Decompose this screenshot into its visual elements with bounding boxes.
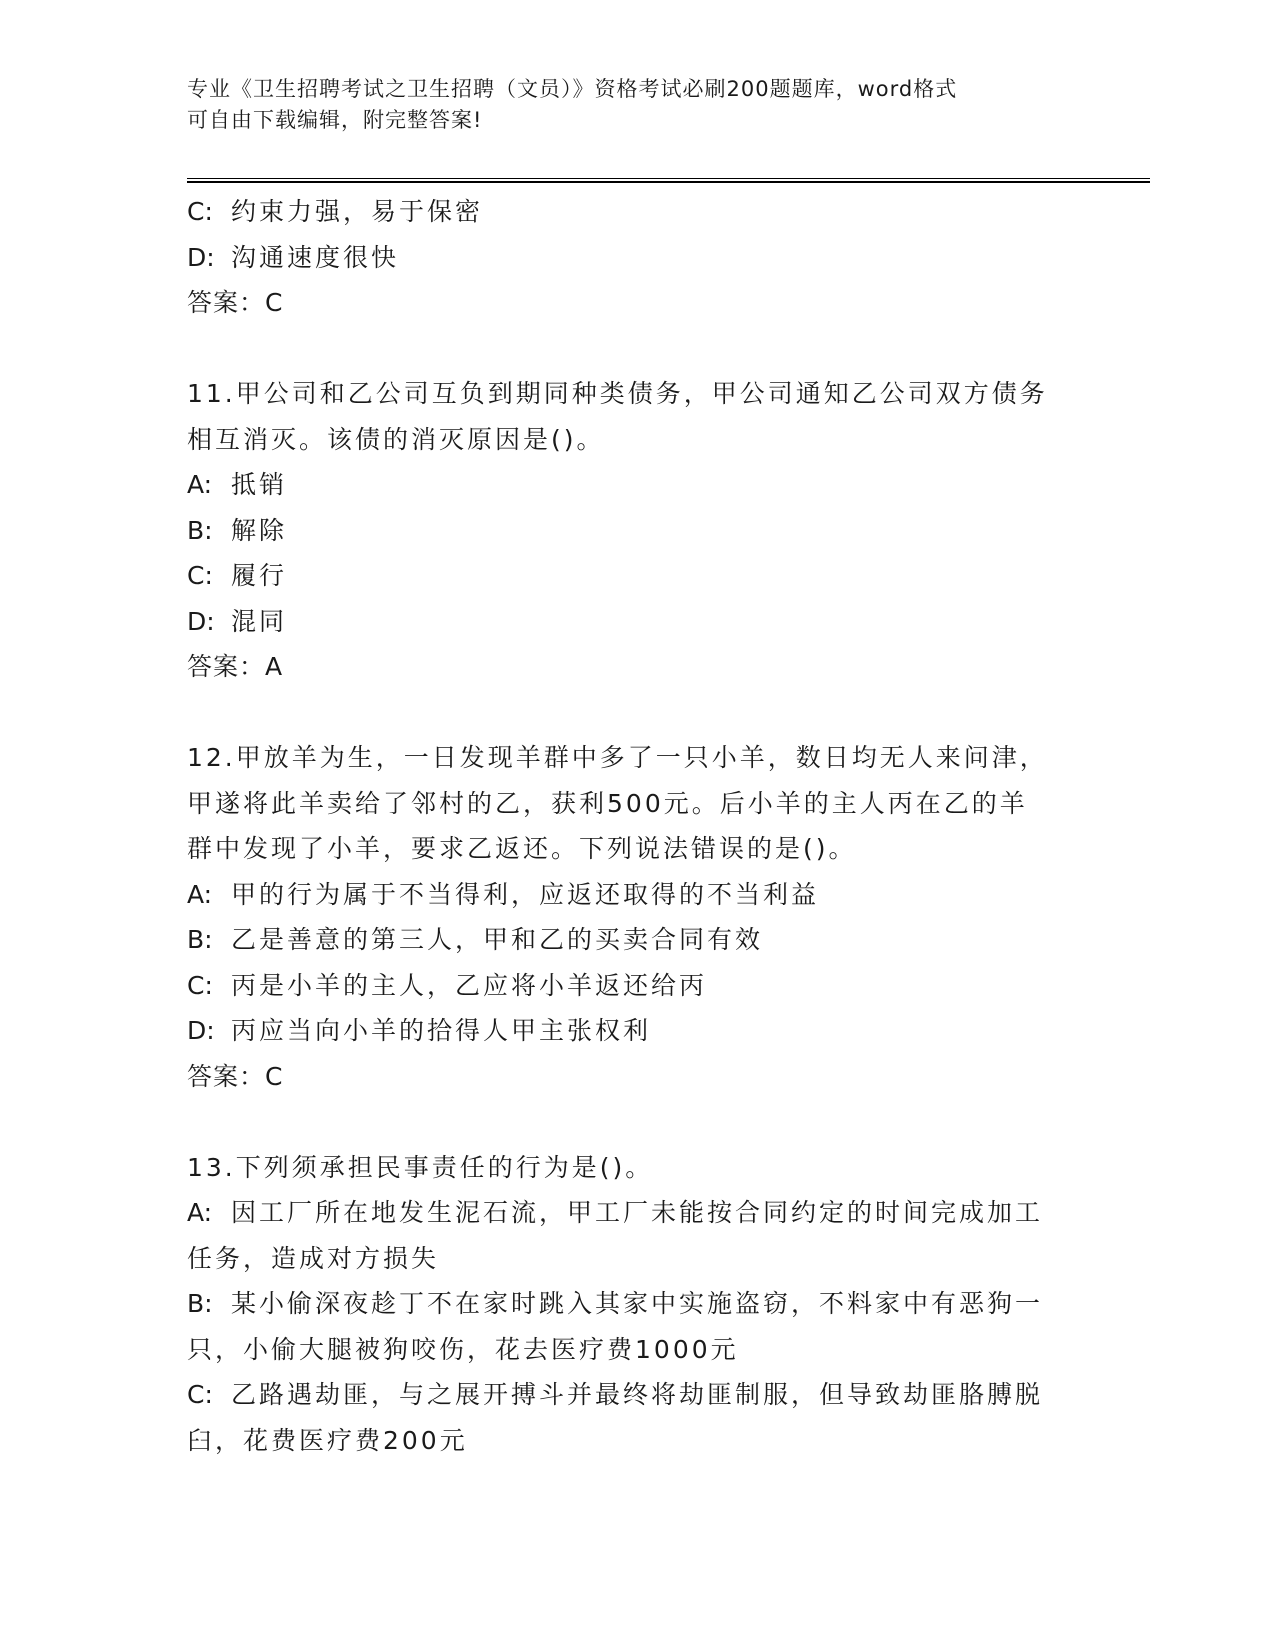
question-stem: 12.甲放羊为生，一日发现羊群中多了一只小羊，数日均无人来问津， [187, 743, 1048, 772]
header-divider [187, 178, 1150, 183]
question-stem-cont: 群中发现了小羊，要求乙返还。下列说法错误的是()。 [187, 834, 857, 863]
option-a [187, 1190, 1087, 1236]
answer-label: 答案： [187, 288, 266, 317]
option-c [187, 963, 1087, 1009]
option-letter: D: [187, 606, 215, 636]
option-letter: C: [187, 561, 213, 590]
option-letter: C: [187, 1380, 213, 1409]
option-text: 乙是善意的第三人，甲和乙的买卖合同有效 [231, 925, 764, 954]
option-text: 约束力强，易于保密 [231, 197, 484, 226]
option-letter: C: [187, 197, 213, 226]
option-letter: B: [187, 925, 213, 954]
option-text: 甲的行为属于不当得利，应返还取得的不当利益 [231, 879, 820, 909]
option-b [187, 508, 1087, 554]
option-text: 沟通速度很快 [231, 242, 400, 272]
answer-value: C [265, 1061, 284, 1091]
option-b [187, 1281, 1087, 1327]
option-text: 丙应当向小羊的拾得人甲主张权利 [231, 1016, 652, 1045]
answer-value: C [265, 288, 284, 317]
option-c-cont: 臼，花费医疗费200元 [187, 1425, 468, 1455]
option-letter: A: [187, 470, 213, 499]
header-line-1: 专业《卫生招聘考试之卫生招聘（文员）》资格考试必刷200题题库，word格式 [187, 77, 958, 101]
question-stem-cont: 甲遂将此羊卖给了邻村的乙，获利500元。后小羊的主人丙在乙的羊 [187, 788, 1028, 818]
option-text: 某小偷深夜趁丁不在家时跳入其家中实施盗窃，不料家中有恶狗一 [231, 1289, 1044, 1318]
option-text: 抵销 [231, 470, 288, 499]
question-stem: 11.甲公司和乙公司互负到期同种类债务，甲公司通知乙公司双方债务 [187, 379, 1048, 408]
question-stem: 13.下列须承担民事责任的行为是()。 [187, 1152, 654, 1182]
option-a [187, 462, 1087, 508]
question-10-continuation [187, 189, 1087, 326]
option-d [187, 235, 1087, 281]
answer-line [187, 280, 1087, 326]
option-b [187, 917, 1087, 963]
document-header [187, 74, 1067, 136]
option-a-cont: 任务，造成对方损失 [187, 1243, 440, 1273]
answer-value: A [265, 652, 284, 681]
answer-label: 答案： [187, 652, 266, 681]
option-c [187, 189, 1087, 235]
option-text: 丙是小羊的主人，乙应将小羊返还给丙 [231, 970, 708, 1000]
option-text: 履行 [231, 561, 288, 590]
answer-line [187, 644, 1087, 690]
option-letter: B: [187, 1289, 213, 1318]
option-letter: D: [187, 1016, 215, 1045]
option-c [187, 553, 1087, 599]
answer-label: 答案： [187, 1061, 266, 1091]
option-text: 乙路遇劫匪，与之展开搏斗并最终将劫匪制服，但导致劫匪胳膊脱 [231, 1380, 1044, 1409]
question-13 [187, 1145, 1087, 1464]
question-stem-cont: 相互消灭。该债的消灭原因是()。 [187, 424, 605, 454]
answer-line [187, 1054, 1087, 1100]
option-b-cont: 只，小偷大腿被狗咬伤，花去医疗费1000元 [187, 1334, 739, 1364]
option-letter: B: [187, 515, 213, 545]
option-text: 因工厂所在地发生泥石流，甲工厂未能按合同约定的时间完成加工 [231, 1198, 1044, 1227]
option-a [187, 872, 1087, 918]
option-text: 解除 [231, 515, 288, 545]
option-letter: C: [187, 970, 213, 1000]
question-12 [187, 735, 1087, 1099]
option-text: 混同 [231, 606, 288, 636]
document-body [187, 189, 1087, 1463]
option-letter: D: [187, 242, 215, 272]
option-letter: A: [187, 879, 213, 909]
question-11 [187, 371, 1087, 690]
option-d [187, 599, 1087, 645]
header-line-2: 可自由下载编辑，附完整答案! [187, 108, 483, 132]
option-d [187, 1008, 1087, 1054]
option-letter: A: [187, 1198, 213, 1227]
option-c [187, 1372, 1087, 1418]
